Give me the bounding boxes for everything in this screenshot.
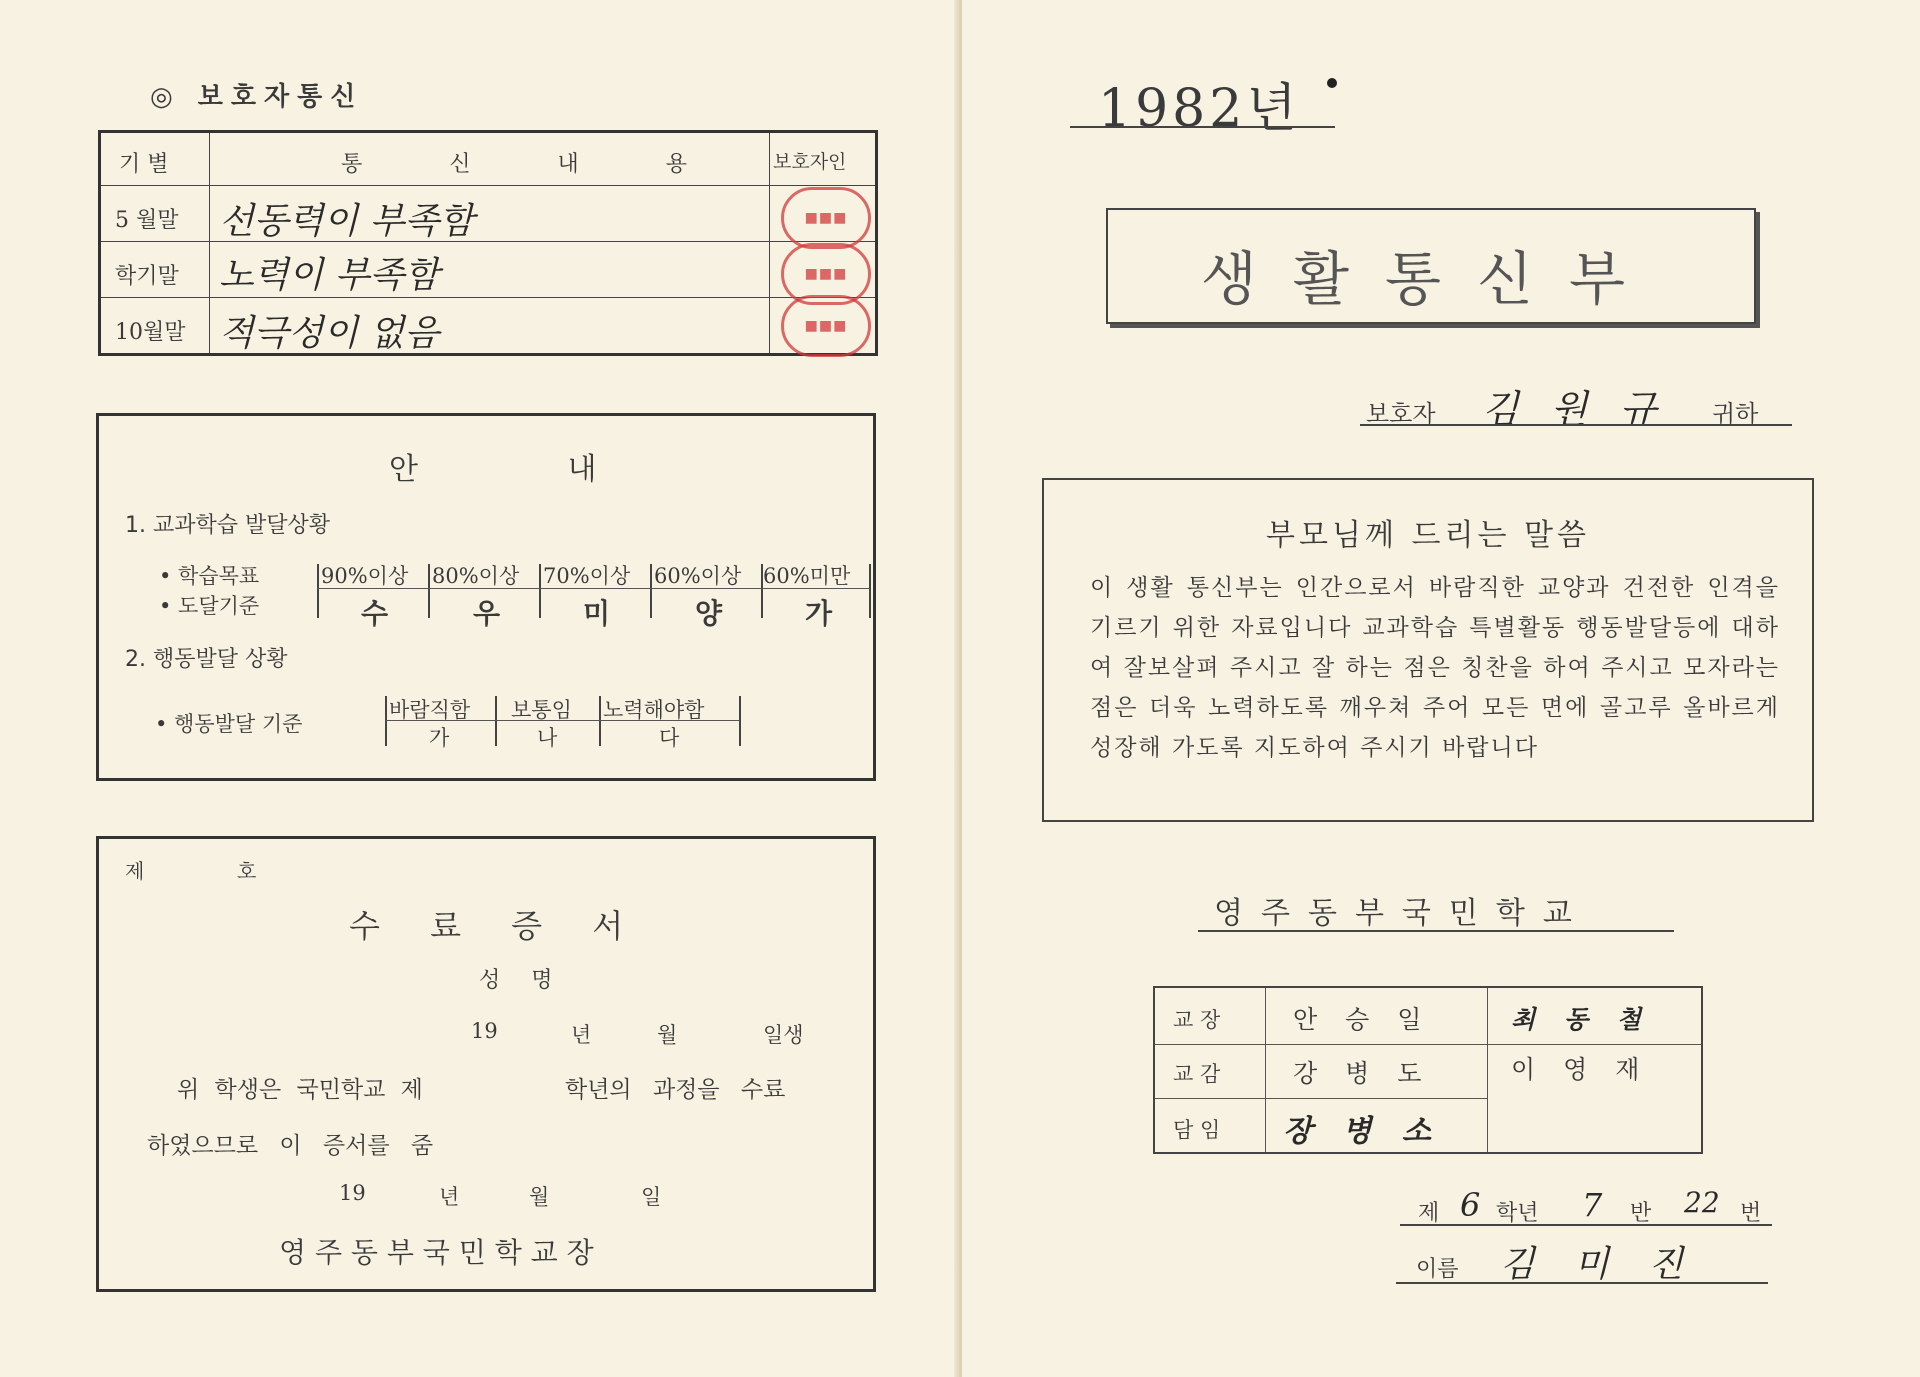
row-period: 학기말 bbox=[115, 264, 179, 289]
name-underline bbox=[1396, 1282, 1768, 1284]
school-underline bbox=[1198, 930, 1674, 932]
grade-divider bbox=[869, 564, 871, 618]
header-seal: 보호자인 bbox=[773, 151, 847, 173]
certificate-issuer: 영 주 동 부 국 민 학 교 장 bbox=[279, 1236, 594, 1269]
year-underline bbox=[1070, 126, 1335, 128]
birth-month-label: 월 bbox=[657, 1023, 678, 1047]
standard-label: • 도달기준 bbox=[159, 594, 260, 618]
goal-level: 60%미만 bbox=[763, 564, 851, 588]
table-divider bbox=[101, 185, 875, 186]
row-content: 노력이 부족함 bbox=[219, 255, 440, 296]
row-content: 선동력이 부족함 bbox=[219, 201, 474, 242]
grade-mark: 미 bbox=[583, 597, 611, 630]
guide-item-2: 2. 행동발달 상황 bbox=[125, 647, 288, 672]
table-divider bbox=[209, 133, 210, 353]
row-content: 적극성이 없음 bbox=[219, 313, 440, 354]
grade-mark: 우 bbox=[473, 597, 501, 630]
behavior-grade: 나 bbox=[537, 726, 558, 750]
issue-year-label: 년 bbox=[439, 1185, 460, 1209]
header-period: 기 별 bbox=[119, 152, 169, 177]
guide-item-1: 1. 교과학습 발달상황 bbox=[125, 513, 330, 538]
parent-message-body: 이 생활 통신부는 인간으로서 바람직한 교양과 건전한 인격을 기르기 위한 자료입니다 교과학습 특별활동 행동발달등에 대하여 잘보살펴 주시고 잘 하는 점은 칭찬을 하여 주시고 모자라는 점은 더욱 노력하도록 깨우쳐 주어 모든 면에 골고루 올바르게 성장해 가도록 지도하여 주시기 바랍니다 bbox=[1090, 575, 1780, 761]
grade-divider bbox=[495, 696, 497, 746]
guardian-seal-stamp: ■■■ bbox=[781, 243, 871, 305]
behavior-level: 바람직함 bbox=[389, 698, 471, 722]
certificate-number-suffix: 호 bbox=[237, 859, 257, 883]
issue-month-label: 월 bbox=[529, 1185, 550, 1209]
student-class: 7 bbox=[1582, 1186, 1603, 1224]
goal-level: 70%이상 bbox=[543, 564, 631, 588]
parent-message-box bbox=[1042, 478, 1814, 822]
class-label: 반 bbox=[1630, 1201, 1652, 1226]
goal-level: 60%이상 bbox=[654, 564, 742, 588]
guardian-communication-table bbox=[98, 130, 878, 356]
certificate-sentence-1b: 학년의 과정을 수료 bbox=[565, 1077, 786, 1103]
table-divider bbox=[769, 133, 770, 353]
grade-divider bbox=[739, 696, 741, 746]
staff-table bbox=[1153, 986, 1703, 1154]
guardian-label: 보호자 bbox=[1366, 400, 1436, 428]
staff-name: 안 승 일 bbox=[1293, 1005, 1432, 1034]
behavior-level: 노력해야함 bbox=[603, 698, 705, 722]
behavior-level: 보통임 bbox=[511, 698, 572, 722]
row-period: 10월말 bbox=[115, 320, 186, 345]
grade-divider bbox=[539, 564, 541, 618]
behavior-grade: 다 bbox=[659, 726, 680, 750]
number-label: 번 bbox=[1740, 1201, 1762, 1226]
header-content: 통 신 내 용 bbox=[341, 152, 727, 177]
staff-name: 강 병 도 bbox=[1293, 1059, 1432, 1088]
table-divider bbox=[101, 241, 875, 242]
certificate-title: 수 료 증 서 bbox=[349, 907, 644, 945]
table-divider bbox=[1265, 988, 1266, 1152]
staff-role: 교 감 bbox=[1173, 1062, 1221, 1086]
guide-box bbox=[96, 413, 876, 781]
guardian-underline bbox=[1360, 424, 1792, 426]
guardian-name: 김 원 규 bbox=[1482, 387, 1667, 431]
grade-mark: 수 bbox=[361, 597, 389, 630]
grade-prefix: 제 bbox=[1418, 1201, 1440, 1226]
grade-divider bbox=[428, 564, 430, 618]
main-title-box bbox=[1106, 208, 1756, 324]
birth-year-label: 년 bbox=[571, 1023, 592, 1047]
honorific: 귀하 bbox=[1712, 400, 1759, 428]
table-divider bbox=[1487, 988, 1488, 1152]
table-divider bbox=[1155, 1098, 1487, 1099]
goal-level: 90%이상 bbox=[321, 564, 409, 588]
parent-message-title: 부모님께 드리는 말씀 bbox=[1266, 518, 1590, 553]
grade-mark: 양 bbox=[695, 597, 723, 630]
school-name: 영주동부국민학교 bbox=[1214, 896, 1590, 931]
guardian-seal-stamp: ■■■ bbox=[781, 187, 871, 249]
staff-name: 최 동 철 bbox=[1511, 1005, 1651, 1034]
issue-year-prefix: 19 bbox=[339, 1181, 366, 1205]
staff-role: 교 장 bbox=[1173, 1008, 1221, 1032]
table-divider bbox=[101, 297, 875, 298]
goal-level: 80%이상 bbox=[432, 564, 520, 588]
certificate-sentence-1a: 위 학생은 국민학교 제 bbox=[177, 1077, 423, 1103]
birth-day-label: 일생 bbox=[763, 1023, 804, 1047]
grade-mark: 가 bbox=[805, 597, 833, 630]
year-heading: 1982년 bbox=[1098, 79, 1301, 139]
certificate-number-label: 제 bbox=[125, 859, 145, 883]
goal-label: • 학습목표 bbox=[159, 564, 260, 588]
certificate-name-label: 성 명 bbox=[479, 968, 565, 993]
certificate-sentence-2: 하였으므로 이 증서를 줌 bbox=[147, 1133, 434, 1159]
staff-role: 담 임 bbox=[1173, 1118, 1221, 1142]
ink-dot bbox=[1327, 78, 1337, 88]
grade-divider bbox=[317, 564, 319, 618]
behavior-grade: 가 bbox=[429, 726, 450, 750]
grade-label: 학년 bbox=[1496, 1201, 1539, 1226]
completion-certificate-box bbox=[96, 836, 876, 1292]
class-underline bbox=[1400, 1224, 1772, 1226]
guardian-seal-stamp: ■■■ bbox=[781, 295, 871, 357]
birth-year-prefix: 19 bbox=[471, 1019, 498, 1043]
issue-day-label: 일 bbox=[641, 1185, 662, 1209]
table-divider bbox=[1155, 1044, 1701, 1045]
grade-divider bbox=[385, 696, 387, 746]
staff-name: 이 영 재 bbox=[1511, 1055, 1650, 1084]
main-title: 생활통신부 bbox=[1200, 245, 1662, 313]
guardian-communication-title: ◎ 보호자통신 bbox=[150, 82, 364, 112]
staff-name: 장 병 소 bbox=[1283, 1114, 1441, 1149]
row-period: 5 월말 bbox=[115, 208, 179, 233]
behavior-label: • 행동발달 기준 bbox=[155, 712, 303, 736]
student-grade: 6 bbox=[1460, 1186, 1481, 1224]
guide-title: 안 내 bbox=[389, 452, 667, 487]
student-number: 22 bbox=[1684, 1186, 1720, 1219]
student-name-label: 이름 bbox=[1416, 1257, 1459, 1282]
student-name: 김 미 진 bbox=[1500, 1244, 1698, 1285]
grade-divider bbox=[599, 696, 601, 746]
grade-divider bbox=[650, 564, 652, 618]
